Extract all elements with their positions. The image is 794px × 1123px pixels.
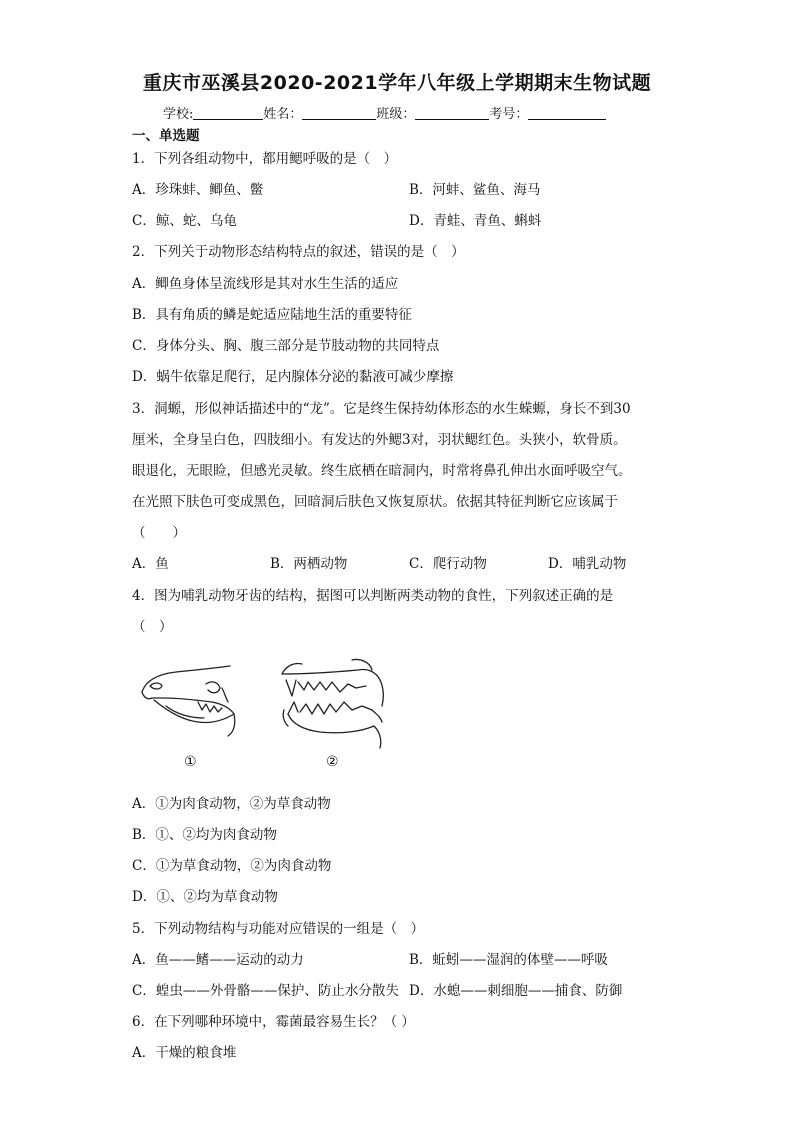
page-title: 重庆市巫溪县2020-2021学年八年级上学期期末生物试题 [142, 72, 652, 94]
section-heading: 一、单选题 [132, 128, 200, 144]
q5-option-b[interactable]: B．蚯蚓——湿润的体壁——呼吸 [409, 952, 608, 968]
q4-stem-line1: 4．图为哺乳动物牙齿的结构，据图可以判断两类动物的食性，下列叙述正确的是 [132, 588, 614, 604]
q3-stem-line3: 眼退化，无眼睑，但感光灵敏。终生底栖在暗洞内，时常将鼻孔伸出水面呼吸空气。 [132, 463, 632, 479]
q1-option-b[interactable]: B．河蚌、鲨鱼、海马 [409, 182, 541, 198]
q3-option-a[interactable]: A．鱼 [132, 556, 169, 572]
q3-stem-line5: （ ） [132, 525, 186, 541]
q2-option-b[interactable]: B．具有角质的鳞是蛇适应陆地生活的重要特征 [132, 307, 412, 323]
q5-stem: 5．下列动物结构与功能对应错误的一组是（ ） [132, 921, 425, 937]
q6-stem: 6．在下列哪种环境中，霉菌最容易生长？（ ） [132, 1014, 415, 1030]
class-label: 班级： [376, 107, 416, 122]
q3-stem-line4: 在光照下肤色可变成黑色，回暗洞后肤色又恢复原状。依据其特征判断它应该属于 [132, 494, 618, 510]
q6-option-a[interactable]: A．干燥的粮食堆 [132, 1045, 237, 1061]
q1-option-d[interactable]: D．青蛙、青鱼、蝌蚪 [409, 213, 542, 229]
figure-label-2: ② [326, 754, 339, 770]
q1-option-c[interactable]: C．鲸、蛇、乌龟 [132, 213, 237, 229]
q5-option-a[interactable]: A．鱼——鳍——运动的动力 [132, 952, 304, 968]
q1-option-a[interactable]: A．珍珠蚌、鲫鱼、鳖 [132, 182, 264, 198]
q3-option-b[interactable]: B．两栖动物 [270, 556, 348, 572]
teeth-figure [136, 652, 396, 752]
student-info-row [163, 103, 606, 122]
q4-option-b[interactable]: B．①、②均为肉食动物 [132, 827, 277, 843]
q1-stem: 1．下列各组动物中，都用鳃呼吸的是（ ） [132, 151, 398, 167]
q2-stem: 2．下列关于动物形态结构特点的叙述，错误的是（ ） [132, 244, 465, 260]
q2-option-d[interactable]: D．蜗牛依靠足爬行，足内腺体分泌的黏液可减少摩擦 [132, 369, 454, 385]
q4-stem-line2: （ ） [132, 619, 173, 635]
q4-option-a[interactable]: A．①为肉食动物，②为草食动物 [132, 796, 331, 812]
q5-option-c[interactable]: C．蝗虫——外骨骼——保护、防止水分散失 [132, 983, 399, 999]
name-blank[interactable] [302, 106, 376, 120]
herbivore-skull-drawing [142, 666, 235, 736]
q2-option-a[interactable]: A．鲫鱼身体呈流线形是其对水生生活的适应 [132, 276, 399, 292]
school-blank[interactable] [193, 106, 263, 120]
number-blank[interactable] [528, 106, 606, 120]
q3-stem-line1: 3．洞螈，形似神话描述中的“龙”。它是终生保持幼体形态的水生蝾螈，身长不到30 [132, 401, 631, 417]
q3-option-c[interactable]: C．爬行动物 [409, 556, 487, 572]
q4-option-c[interactable]: C．①为草食动物，②为肉食动物 [132, 858, 332, 874]
carnivore-skull-drawing [282, 659, 383, 748]
q5-option-d[interactable]: D．水螅——刺细胞——捕食、防御 [409, 983, 623, 999]
name-label: 姓名： [263, 107, 303, 122]
q3-option-d[interactable]: D．哺乳动物 [548, 556, 627, 572]
q2-option-c[interactable]: C．身体分头、胸、腹三部分是节肢动物的共同特点 [132, 338, 440, 354]
number-label: 考号： [489, 107, 529, 122]
class-blank[interactable] [415, 106, 489, 120]
figure-label-1: ① [184, 754, 197, 770]
school-label: 学校: [163, 107, 194, 122]
q3-stem-line2: 厘米，全身呈白色，四肢细小。有发达的外鳃3对，羽状鳃红色。头狭小，软骨质。 [132, 432, 627, 448]
q4-option-d[interactable]: D．①、②均为草食动物 [132, 889, 278, 905]
